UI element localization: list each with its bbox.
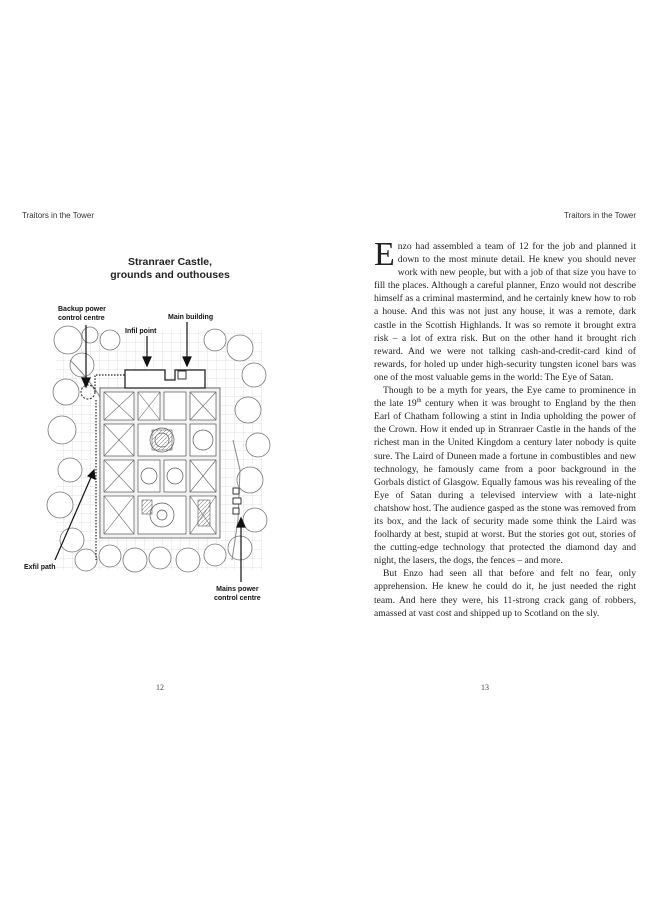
page-number-right: 13 (481, 683, 489, 692)
running-head-left: Traitors in the Tower (22, 211, 95, 220)
label-exfil-path: Exfil path (24, 564, 56, 571)
page-number-left: 12 (156, 683, 164, 692)
paragraph-2: Though to be a myth for years, the Eye came to prominence in the late 19th century when it was brought to England by the then Earl of Chatham following a stint in India upholding the power of the Crown. How it ended up in Stranraer Castle in the hands of the richest man in the United Kingdom a century later nobody is quite sure. The Laird of Duneen made a fortune in combustibles and new technology, he famously came from a poor background in the Gorbals distict of Glasgow. Equally famous was his revealing of the Eye of Satan during a televised interview with a late-night chatshow host. The audience gasped as the stone was removed from its box, and the lack of security made some think the Laird was foolhardy at best, stupid at worst. But the stories got out, stories of the cutting-edge technology that protected the diamond day and night, the lasers, the dogs, the fences – and more. (374, 385, 636, 567)
label-infil-point: Infil point (125, 328, 157, 335)
map-title-line2: grounds and outhouses (110, 269, 230, 281)
right-page (330, 0, 660, 904)
label-backup-power: Backup power control centre (58, 306, 106, 322)
paragraph-3: But Enzo had seen all that before and felt no fear, only apprehension. He knew he could do it, he just needed the right team. And here they were, his 11-strong crack gang of robbers, amassed at vast cost and shipped up to Scotland on the sly. (374, 568, 636, 619)
paragraph-1: Enzo had assembled a team of 12 for the job and planned it down to the most minute detail. He knew you should never work with new people, but with a job of that size you have to fill the places. Although a careful planner, Enzo would not describe himself as a criminal mastermind, and he certainly knew how to rob a house. And this was not just any house, it was a remote, dark castle in the Scottish Highlands. It was so remote it brought extra risk – a lot of extra risk. But on the other hand it brought rich reward. And we were not talking cash-and-credit-card kind of rewards, for holed up under high-security tungsten iconel bars was one of the most valuable gems in the world: The Eye of Satan. (374, 236, 636, 383)
label-main-building: Main building (168, 314, 214, 321)
main-building-shape (125, 370, 205, 388)
label-mains-power: Mains power control centre (214, 586, 261, 602)
running-head-right: Traitors in the Tower (563, 211, 636, 220)
body-text (374, 236, 636, 620)
drop-cap: E (374, 236, 395, 273)
map-title-line1: Stranraer Castle, (127, 256, 213, 268)
